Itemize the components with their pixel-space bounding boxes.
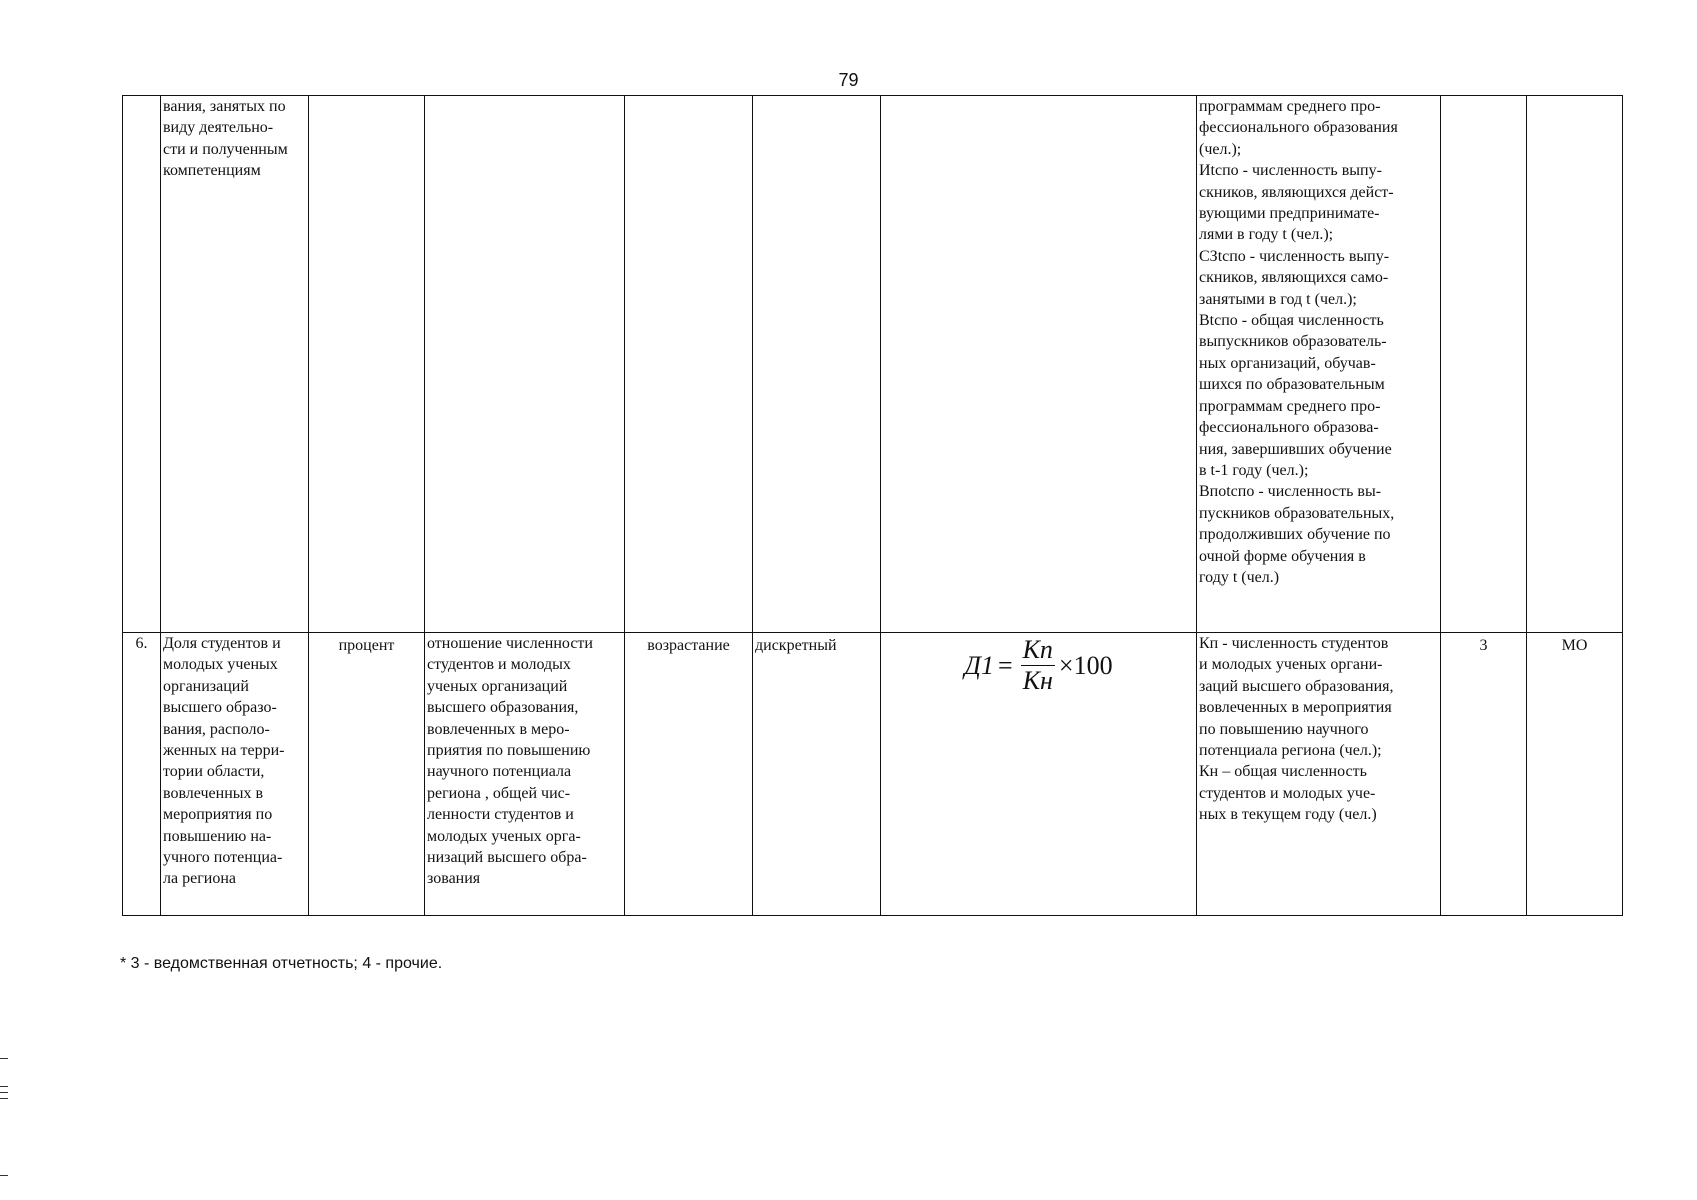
margin-mark	[0, 1092, 8, 1093]
indicator-table	[122, 95, 1623, 916]
table-row	[123, 96, 1623, 633]
type-cell	[753, 96, 881, 633]
definition-cell: отношение численности студентов и молодых ученых организаций высшего образования, вовлеченных в меро- приятия по повышению научного потенциала региона , общей чис- ленности студентов и молодых ученых орга- низаций высшего обра- зования	[425, 633, 625, 916]
formula-multiplier: ×100	[1058, 650, 1113, 680]
formula-equals: =	[997, 650, 1013, 680]
formula-denominator: Кн	[1022, 666, 1053, 695]
formula-cell	[881, 96, 1197, 633]
margin-mark	[0, 1098, 8, 1099]
table-row	[123, 633, 1623, 916]
dynamics-cell	[625, 96, 753, 633]
formula-numerator: Кп	[1022, 635, 1053, 664]
formula-cell	[881, 633, 1197, 916]
source-cell	[1441, 96, 1527, 633]
definition-cell	[425, 96, 625, 633]
formula	[881, 635, 1196, 696]
formula-fraction	[1021, 635, 1055, 696]
row-number: 6.	[123, 633, 161, 916]
responsible-cell	[1527, 96, 1623, 633]
source-cell: 3	[1441, 633, 1527, 916]
description-cell: программам среднего про- фессионального образования (чел.); Иtспо - численность выпу- скников, являющихся дейст- вующими предпринимате- лями в году t (чел.); СЗtспо - численность выпу- скников, являющихся само- занятыми в год t (чел.); Вtспо - общая численность выпускников образователь- ных организаций, обучав- шихся по образовательным программам среднего про- фессионального образова- ния, завершивших обучение в t-1 году (чел.); Впotспо - численность вы- пускников образовательных, продолживших обучение по очной форме обучения в году t (чел.)	[1197, 96, 1441, 633]
formula-lhs: Д1	[964, 650, 994, 680]
page-number: 79	[838, 70, 859, 90]
row-number	[123, 96, 161, 633]
margin-mark	[0, 1086, 8, 1087]
margin-mark	[0, 1058, 8, 1059]
indicator-name: вания, занятых по виду деятельно- сти и полученным компетенциям	[161, 96, 309, 633]
description-cell: Кп - численность студентов и молодых ученых органи- заций высшего образования, вовлеченных в мероприятия по повышению научного потенциала региона (чел.); Кн – общая численность студентов и молодых уче- ных в текущем году (чел.)	[1197, 633, 1441, 916]
responsible-cell: МО	[1527, 633, 1623, 916]
unit-cell	[309, 96, 425, 633]
indicator-name: Доля студентов и молодых ученых организаций высшего образо- вания, располо- женных на терри- тории области, вовлеченных в мероприятия по повышению на- учного потенциа- ла региона	[161, 633, 309, 916]
footnote: * 3 - ведомственная отчетность; 4 - прочие.	[120, 955, 443, 972]
margin-mark	[0, 1175, 8, 1176]
dynamics-cell: возрастание	[625, 633, 753, 916]
unit-cell: процент	[309, 633, 425, 916]
type-cell: дискретный	[753, 633, 881, 916]
